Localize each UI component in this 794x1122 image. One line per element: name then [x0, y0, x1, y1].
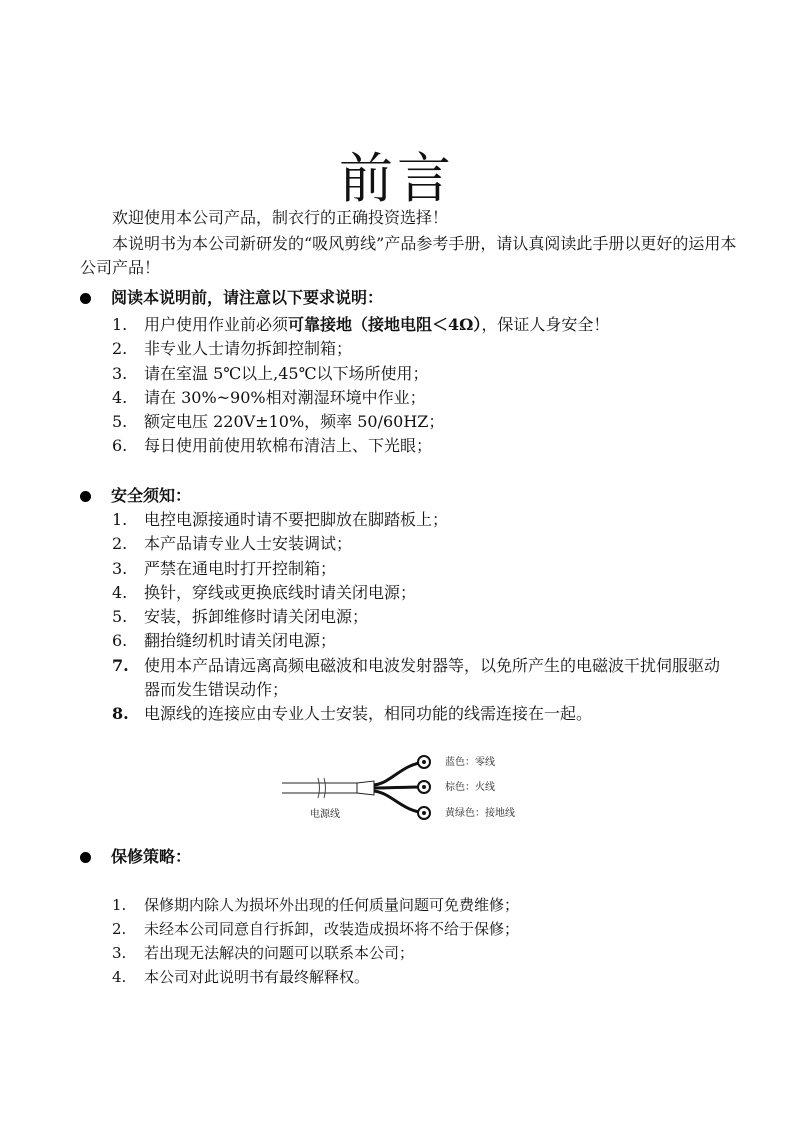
item-text: 每日使用前使用软棉布清洁上、下光眼； [144, 436, 433, 456]
item-text: 安装，拆卸维修时请关闭电源； [144, 607, 369, 627]
item-number: 1. [112, 510, 128, 529]
intro-welcome: 欢迎使用本公司产品，制衣行的正确投资选择！ [112, 208, 449, 227]
power-cable-wiring-diagram [262, 745, 552, 841]
item-text: 请在室温 5℃以上,45℃以下场所使用； [144, 363, 429, 383]
section-warranty-heading [80, 845, 191, 869]
item-number: 7. [112, 655, 129, 675]
section-heading-text: 安全须知： [111, 486, 192, 505]
item-number: 3. [112, 363, 128, 383]
item-text: 电源线的连接应由专业人士安装，相同功能的线需连接在一起。 [144, 704, 593, 724]
item-text: 请在 30%~90%相对潮湿环境中作业； [144, 387, 426, 407]
ring-terminal-hole [422, 785, 426, 789]
bullet-icon [80, 293, 91, 304]
item-text: 电控电源接通时请不要把脚放在脚踏板上； [144, 510, 449, 529]
item-text: 使用本产品请远离高频电磁波和电波发射器等，以免所产生的电磁波干扰伺服驱动器而发生错误动作； [144, 655, 721, 700]
bullet-icon [80, 491, 91, 502]
item-text: ，保证人身安全！ [481, 315, 610, 334]
safety-list [112, 508, 732, 727]
list-item [112, 410, 732, 434]
item-number: 1. [112, 896, 127, 914]
list-item [112, 508, 732, 532]
ring-terminal-hole [422, 760, 426, 764]
list-item [112, 557, 732, 581]
section-reading-notes-heading [80, 286, 383, 310]
item-number: 8. [112, 704, 129, 724]
list-item [112, 605, 732, 629]
item-number: 3. [112, 944, 127, 962]
list-item [112, 434, 732, 458]
section-heading-text: 阅读本说明前，请注意以下要求说明： [111, 288, 384, 307]
wire-label-blue: 蓝色：零线 [445, 757, 495, 768]
item-number: 2. [112, 339, 128, 359]
item-number: 5. [112, 412, 128, 432]
list-item [112, 532, 732, 556]
bullet-icon [80, 852, 91, 863]
reading-notes-list [112, 313, 732, 459]
list-item [112, 337, 732, 361]
item-number: 4. [112, 582, 128, 602]
item-number: 2. [112, 534, 128, 554]
item-text: 额定电压 220V±10%，频率 50/60HZ； [144, 412, 445, 432]
item-text: 本公司对此说明书有最终解释权。 [144, 968, 370, 986]
item-number: 6. [112, 436, 128, 456]
item-text: 换针，穿线或更换底线时请关闭电源； [144, 582, 417, 602]
list-item [112, 893, 732, 917]
list-item [112, 386, 732, 410]
item-text: 本产品请专业人士安装调试； [144, 534, 353, 554]
page-title: 前言 [339, 147, 455, 211]
intro-description: 本说明书为本公司新研发的“吸风剪线”产品参考手册，请认真阅读此手册以更好的运用本公司产品！ [80, 234, 737, 277]
cable-break-mark [318, 778, 326, 798]
grounding-requirement: 可靠接地（接地电阻＜4Ω） [288, 315, 482, 334]
list-item [112, 654, 732, 703]
item-text: 非专业人士请勿拆卸控制箱； [144, 339, 353, 359]
cable-label: 电源线 [310, 809, 340, 820]
wire-label-brown: 棕色：火线 [445, 782, 495, 793]
item-text: 若出现无法解决的问题可以联系本公司； [144, 944, 415, 962]
item-number: 5. [112, 607, 128, 627]
section-safety-heading [80, 484, 191, 508]
list-item [112, 313, 732, 337]
item-number: 3. [112, 558, 128, 578]
warranty-list [112, 893, 732, 989]
list-item [112, 362, 732, 386]
item-number: 2. [112, 920, 127, 938]
list-item [112, 581, 732, 605]
item-text: 未经本公司同意自行拆卸，改装造成损坏将不给于保修； [144, 920, 520, 938]
item-text: 翻抬缝纫机时请关闭电源； [144, 631, 337, 651]
list-item [112, 917, 732, 941]
wire-label-ground: 黄绿色：接地线 [445, 808, 515, 819]
item-text: 用户使用作业前必须 [144, 315, 289, 334]
list-item [112, 629, 732, 653]
cable-end-sleeve [357, 781, 374, 795]
list-item [112, 941, 732, 965]
list-item [112, 702, 732, 726]
item-text: 保修期内除人为损坏外出现的任何质量问题可免费维修； [144, 896, 520, 914]
item-number: 6. [112, 631, 128, 651]
item-number: 4. [112, 968, 127, 986]
section-heading-text: 保修策略： [111, 847, 192, 866]
item-number: 4. [112, 387, 128, 407]
item-number: 1. [112, 315, 128, 334]
ring-terminal-hole [422, 811, 426, 815]
list-item [112, 965, 732, 989]
item-text: 严禁在通电时打开控制箱； [144, 558, 337, 578]
